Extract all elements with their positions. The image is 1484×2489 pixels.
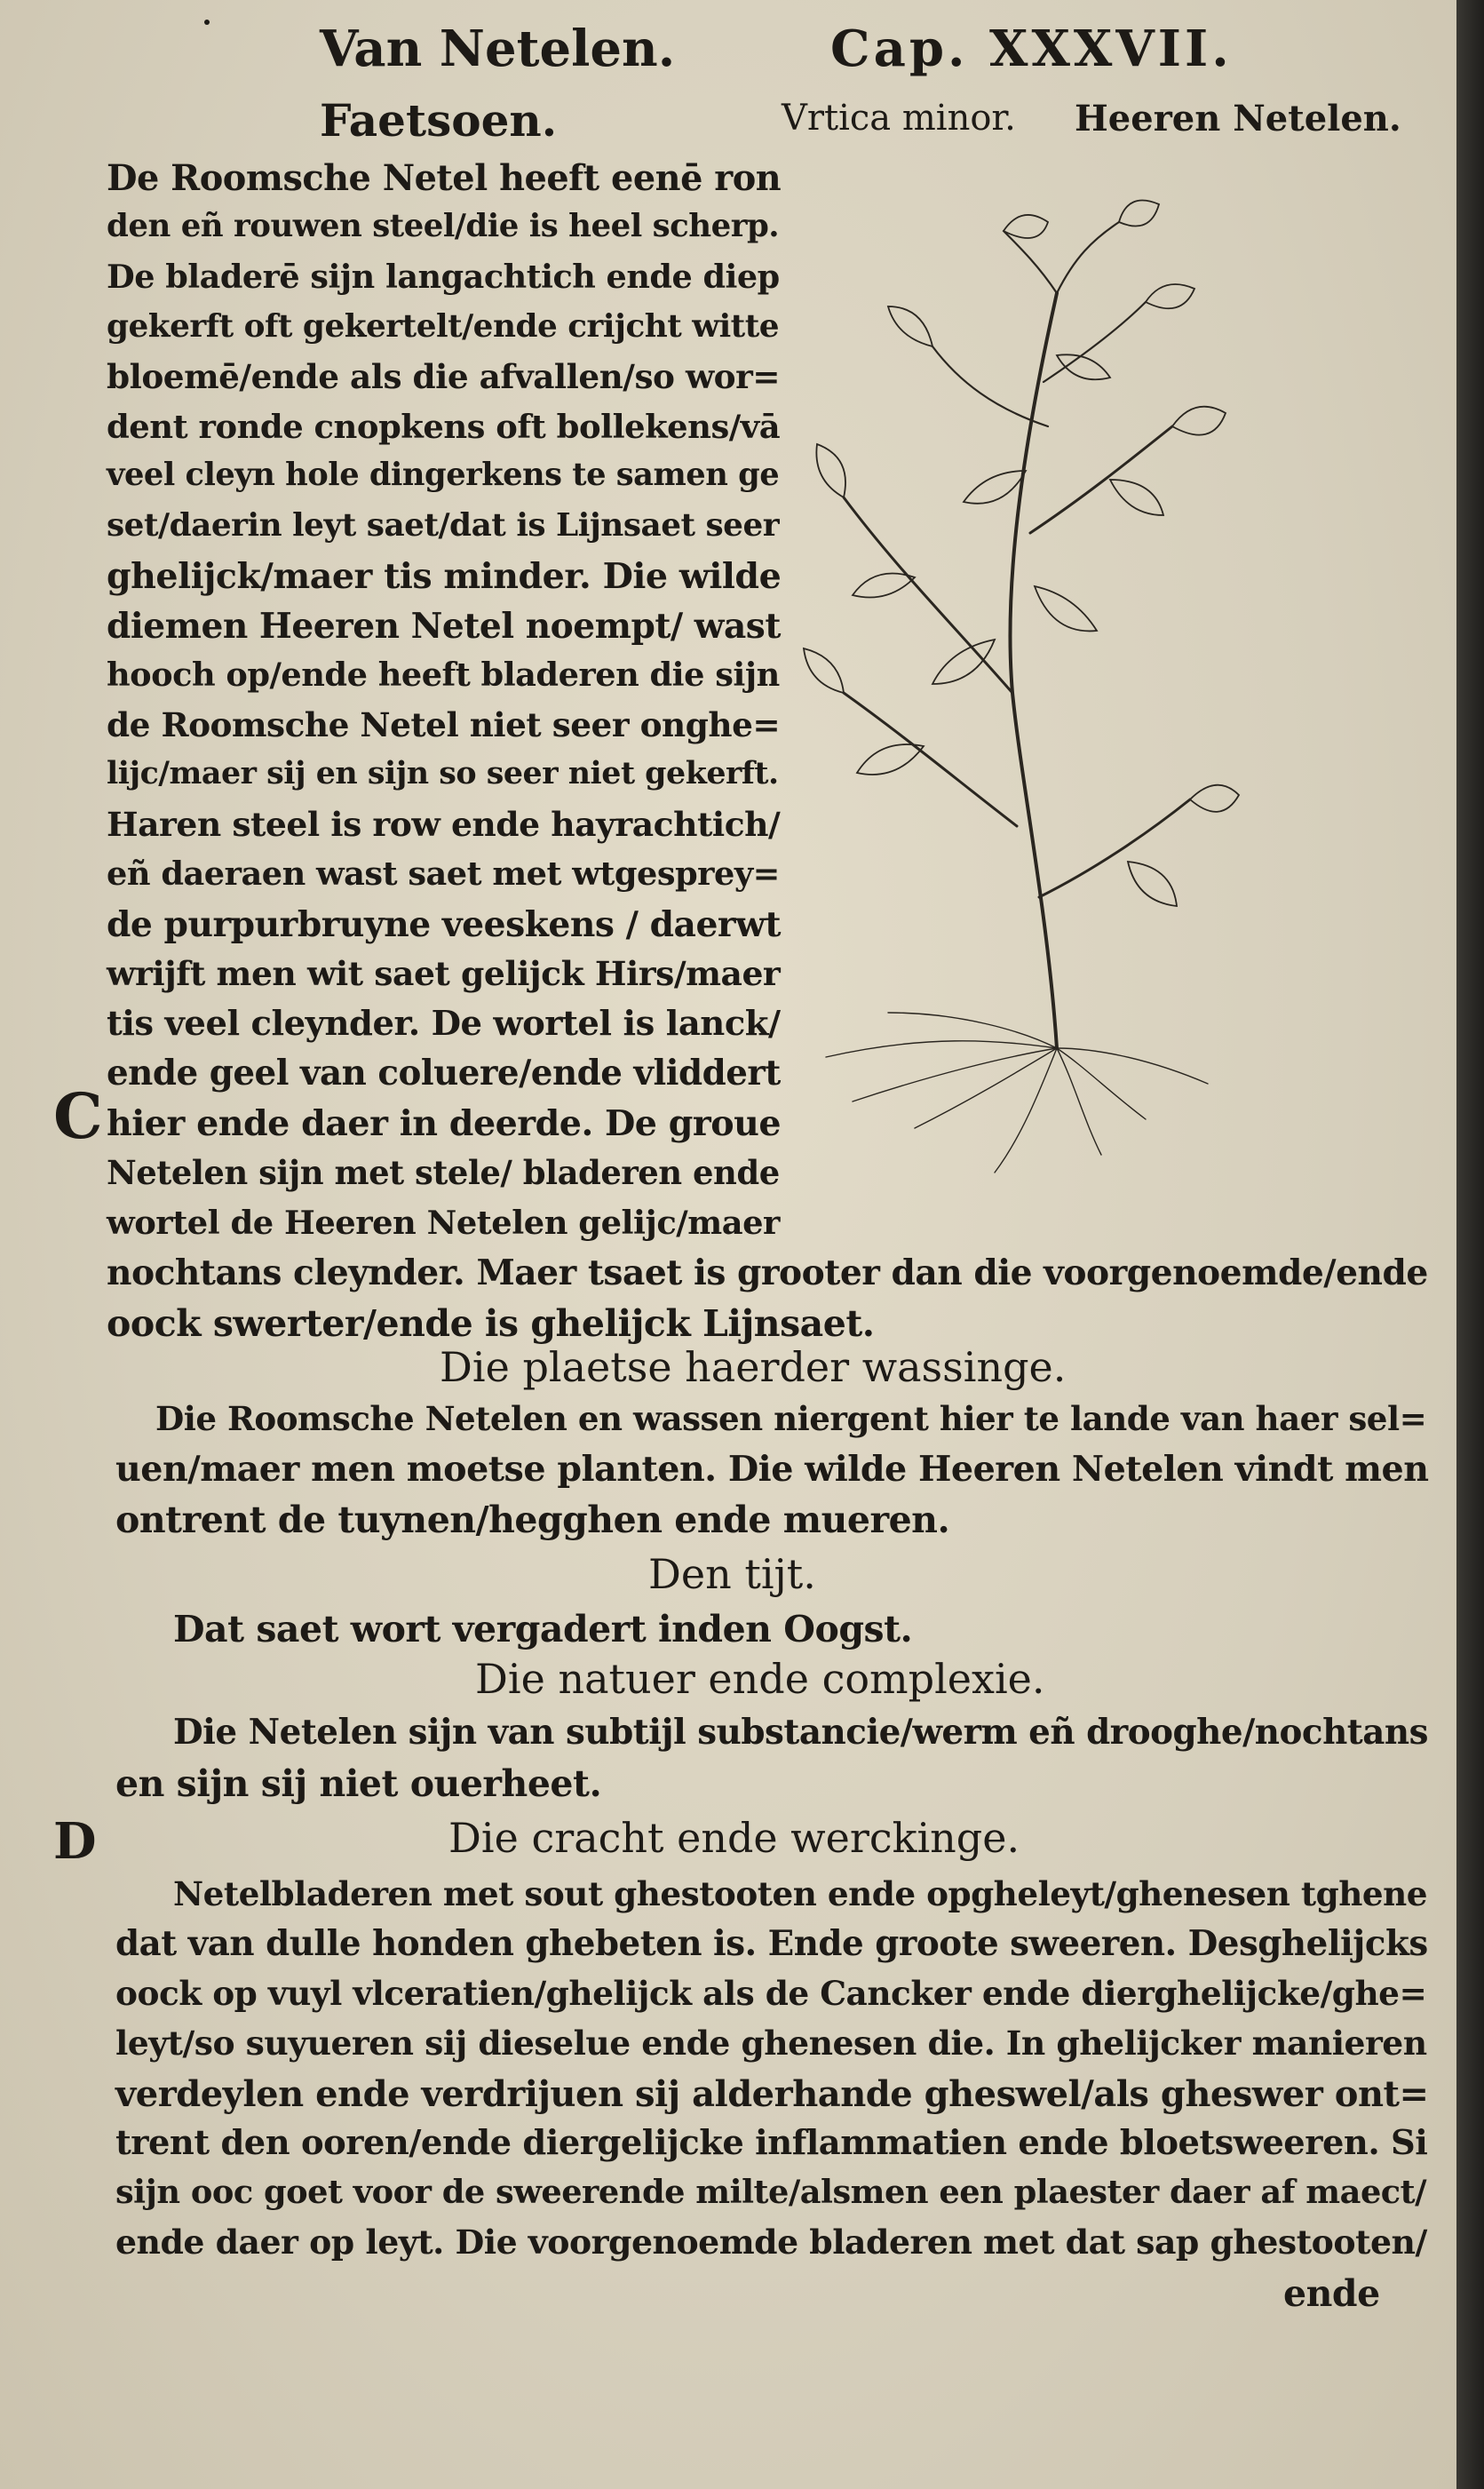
column-line: Haren steel is row ende hayrachtich/ <box>107 805 781 844</box>
body-line: leyt/so suyueren sij dieselue ende ghenesen die. In ghelijcker manieren <box>115 2024 1427 2063</box>
section-heading-time: Den tijt. <box>648 1550 816 1598</box>
section-heading-place: Die plaetse haerder wassinge. <box>440 1343 1067 1391</box>
body-line: verdeylen ende verdrijuen sij alderhande gheswel/als gheswer ont= <box>115 2073 1429 2115</box>
column-line: set/daerin leyt saet/dat is Lijnsaet seer <box>107 506 780 544</box>
column-line: eñ daeraen wast saet met wtgesprey= <box>107 855 780 893</box>
column-line: gekerft oft gekertelt/ende crijcht witte <box>107 307 780 345</box>
body-line: oock swerter/ende is ghelijck Lijnsaet. <box>107 1302 875 1345</box>
margin-marker-d: D <box>53 1812 97 1871</box>
column-line: De Roomsche Netel heeft eenē ron <box>107 158 782 199</box>
illustration-caption-latin: Vrtica minor. <box>782 98 1016 139</box>
body-line: Netelbladeren met sout ghestooten ende opgheleyt/ghenesen tghene <box>173 1874 1427 1913</box>
column-line: lijc/maer sij en sijn so seer niet gekerft. <box>107 755 779 791</box>
illustration-caption-dutch: Heeren Netelen. <box>1075 98 1401 139</box>
running-header-title: Van Netelen. <box>320 20 676 78</box>
body-line: sijn ooc goet voor de sweerende milte/alsmen een plaester daer af maect/ <box>115 2173 1427 2211</box>
section-heading-power: Die cracht ende werckinge. <box>448 1814 1020 1862</box>
body-line: oock op vuyl vlceratien/ghelijck als de Cancker ende diergheliјcke/ghe= <box>115 1974 1427 2013</box>
column-line: den eñ rouwen steel/die is heel scherp. <box>107 208 780 244</box>
body-line: dat van dulle honden ghebeten is. Ende groote sweeren. Desghelijcks <box>115 1924 1428 1964</box>
book-edge <box>1456 0 1484 2489</box>
nettle-woodcut-illustration <box>790 160 1243 1226</box>
body-line: Dat saet wort vergadert inden Oogst. <box>173 1608 913 1650</box>
body-line: ende daer op leyt. Die voorgenoemde bladeren met dat sap ghestooten/ <box>115 2223 1427 2262</box>
column-line: De bladerē sijn langachtich ende diep <box>107 258 780 296</box>
column-line: diemen Heeren Netel noempt/ wast <box>107 606 781 647</box>
column-line: hooch op/ende heeft bladeren die sijn <box>107 656 780 694</box>
body-line: en sijn sij niet ouerheet. <box>115 1762 602 1805</box>
column-line: de purpurbruyne veeskens / daerwt <box>107 904 781 945</box>
column-line: wrijft men wit saet gelijck Hirs/maer <box>107 954 781 993</box>
body-line: uen/maer men moetse planten. Die wilde Heeren Netelen vindt men <box>115 1449 1429 1490</box>
body-line: Die Netelen sijn van subtijl substancie/werm eñ drooghe/nochtans <box>173 1713 1428 1753</box>
section-heading-nature: Die natuer ende complexie. <box>475 1655 1045 1703</box>
section-heading-faetsoen: Faetsoen. <box>320 94 558 147</box>
column-line: tis veel cleynder. De wortel is lanck/ <box>107 1004 781 1044</box>
body-line: trent den ooren/ende diergelijcke inflammatien ende bloetsweeren. Si <box>115 2123 1428 2163</box>
column-line: wortel de Heeren Netelen gelijc/maer <box>107 1203 780 1242</box>
chapter-number: Cap. XXXVII. <box>830 20 1233 78</box>
column-line: de Roomsche Netel niet seer onghe= <box>107 705 781 744</box>
column-line: hier ende daer in deerde. De groue <box>107 1103 782 1144</box>
column-line: veel cleyn hole dingerkens te samen ge <box>107 457 780 493</box>
ink-dot <box>204 20 210 25</box>
margin-marker-c: C <box>53 1079 103 1153</box>
column-line: bloemē/ende als die afvallen/so wor= <box>107 357 781 396</box>
column-line: ghelijck/maer tis minder. Die wilde <box>107 556 782 597</box>
body-line: ontrent de tuynen/hegghen ende mueren. <box>115 1499 950 1541</box>
column-line: ende geel van coluere/ende vliddert <box>107 1054 781 1093</box>
body-line: Die Roomsche Netelen en wassen niergent hier te lande van haer sel= <box>155 1399 1427 1438</box>
catchword: ende <box>1283 2272 1380 2315</box>
column-line: dent ronde cnopkens oft bollekens/vā <box>107 407 781 446</box>
body-line: nochtans cleynder. Maer tsaet is grooter dan die voorgenoemde/ende <box>107 1252 1428 1293</box>
column-line: Netelen sijn met stele/ bladeren ende <box>107 1153 780 1192</box>
